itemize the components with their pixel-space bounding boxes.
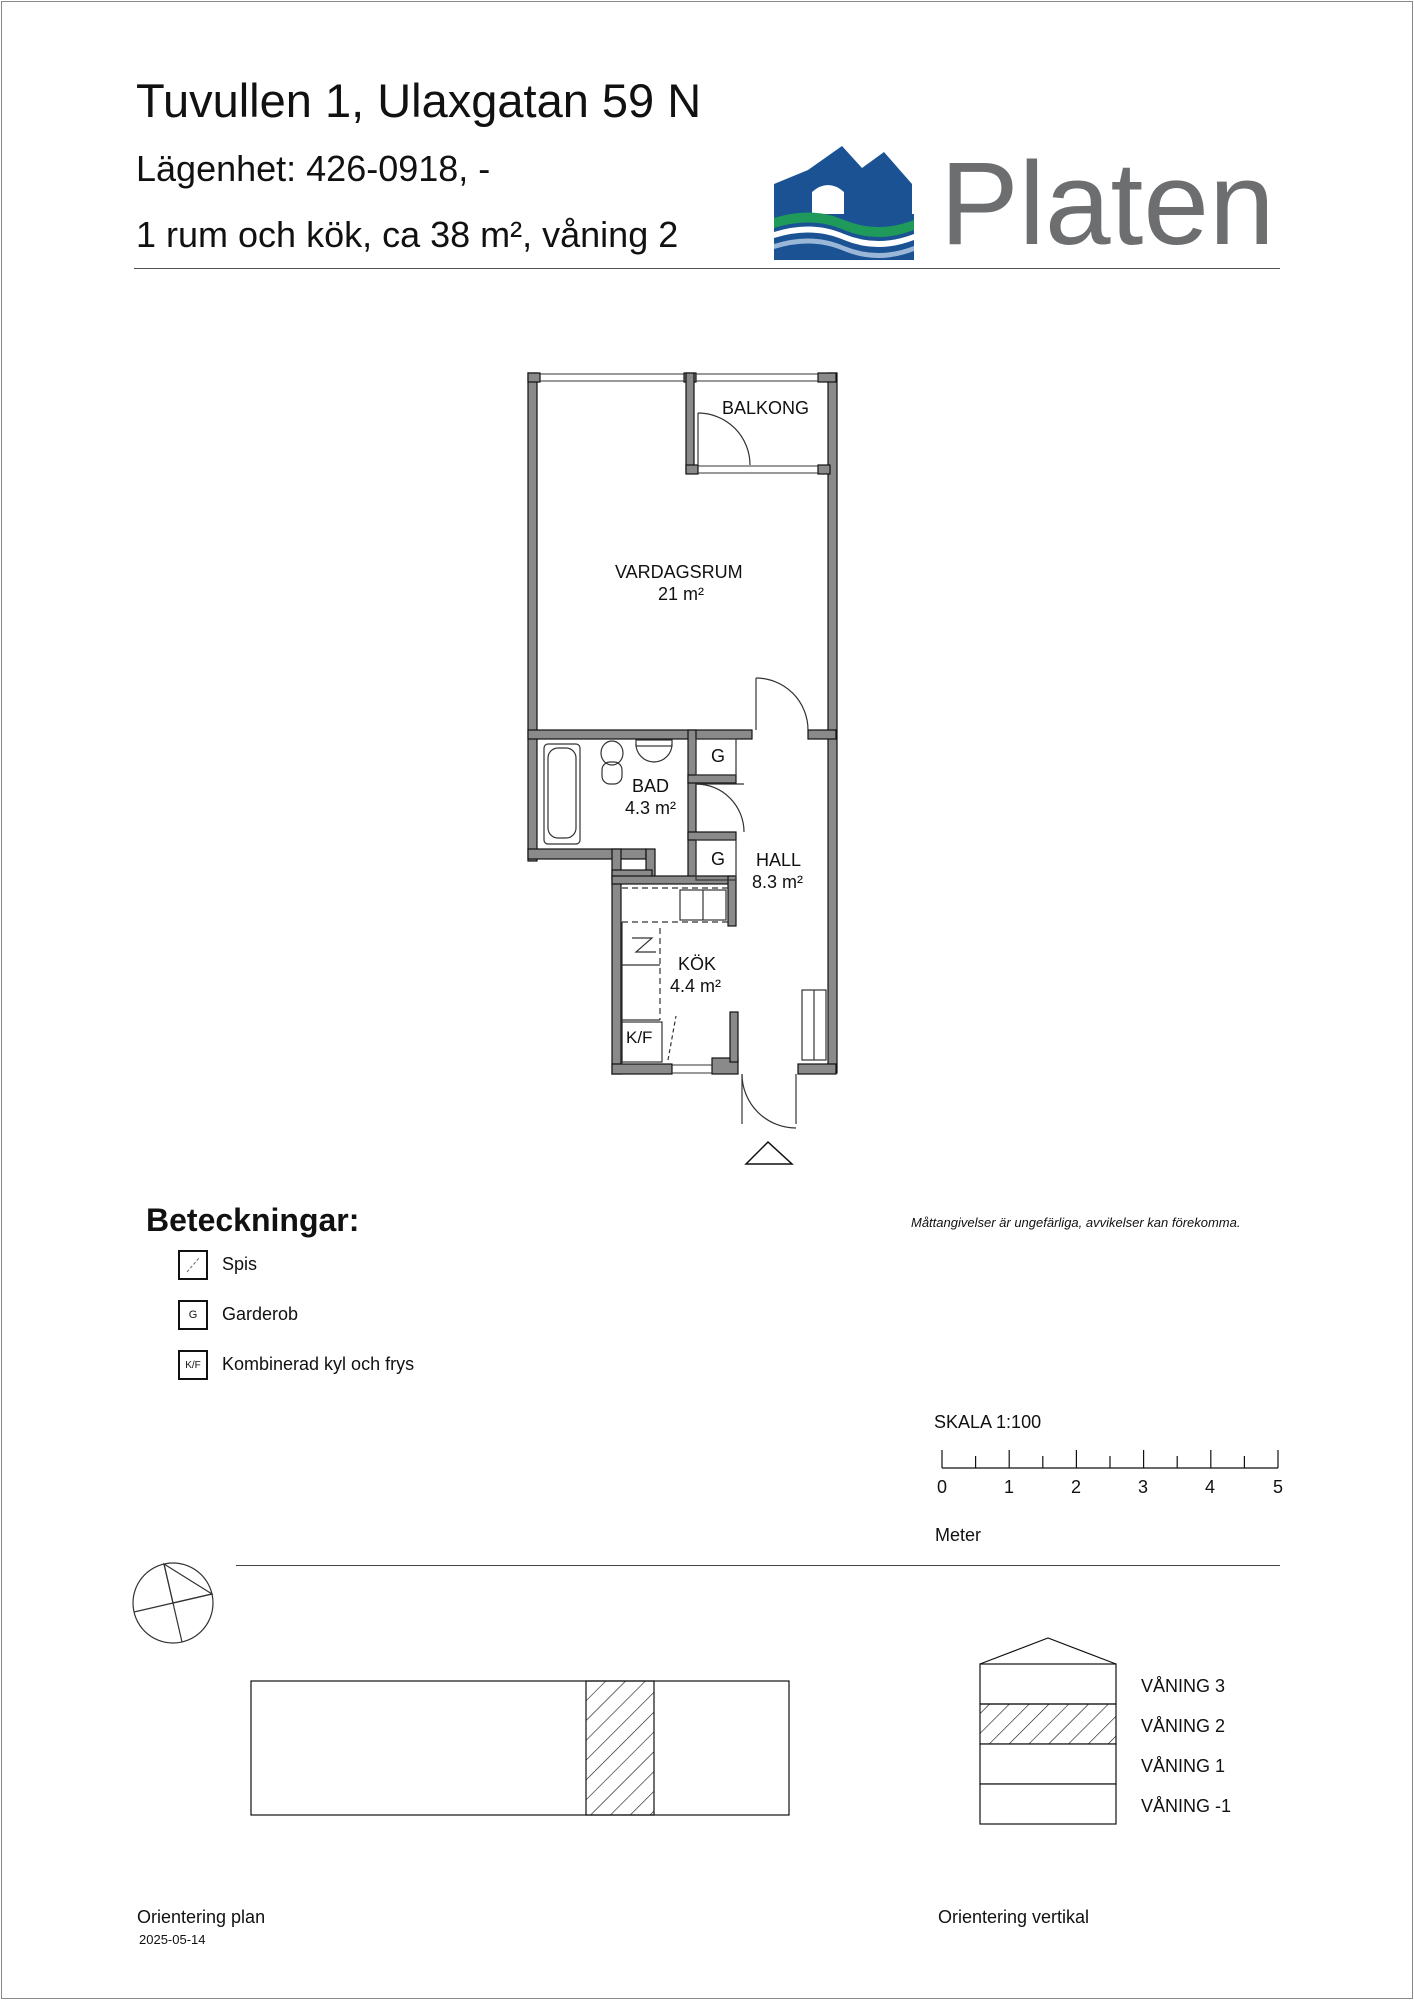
scale-title: SKALA 1:100 — [934, 1412, 1042, 1432]
scale-unit: Meter — [935, 1525, 982, 1545]
stove-legend-icon — [178, 1250, 208, 1280]
room-vardagsrum: VARDAGSRUM — [615, 562, 743, 582]
floor-label-minus-1: VÅNING -1 — [1141, 1796, 1232, 1816]
room-bad-area: 4.3 m² — [625, 798, 677, 818]
scale-tick-1: 1 — [1004, 1477, 1015, 1497]
header-divider — [134, 268, 1280, 269]
apartment-position-marker — [586, 1681, 654, 1815]
apartment-number: Lägenhet: 426-0918, - — [136, 148, 491, 189]
room-kok: KÖK — [678, 954, 717, 974]
drawing-date: 2025-05-14 — [139, 1932, 206, 1947]
legend-label-kyl-frys: Kombinerad kyl och frys — [222, 1354, 415, 1374]
room-vardagsrum-area: 21 m² — [658, 584, 705, 604]
room-hall-area: 8.3 m² — [752, 872, 804, 892]
floor-label-2: VÅNING 2 — [1141, 1716, 1226, 1736]
fridge-legend-icon: K/F — [178, 1350, 208, 1380]
scale-bar — [930, 1446, 1290, 1476]
apartment-summary: 1 rum och kök, ca 38 m², våning 2 — [136, 214, 679, 255]
entrance-marker-icon — [746, 1142, 792, 1164]
room-balkong: BALKONG — [722, 398, 810, 418]
legend-label-garderob: Garderob — [222, 1304, 299, 1324]
platen-logo-icon — [772, 134, 1284, 262]
floor-plan — [500, 365, 880, 1175]
current-floor-marker — [980, 1704, 1116, 1744]
scale-tick-5: 5 — [1273, 1477, 1284, 1497]
scale-tick-0: 0 — [937, 1477, 948, 1497]
disclaimer: Måttangivelser är ungefärliga, avvikelser kan förekomma. — [911, 1215, 1241, 1230]
room-hall: HALL — [756, 850, 802, 870]
orientation-vertical-label: Orientering vertikal — [938, 1907, 1090, 1927]
property-title: Tuvullen 1, Ulaxgatan 59 N — [136, 74, 702, 127]
orientation-plan-diagram — [250, 1680, 790, 1818]
floor-label-1: VÅNING 1 — [1141, 1756, 1226, 1776]
orientation-vertical-diagram — [978, 1636, 1118, 1828]
scale-tick-4: 4 — [1205, 1477, 1216, 1497]
room-kok-area: 4.4 m² — [670, 976, 722, 996]
wardrobe-legend-icon: G — [178, 1300, 208, 1330]
fridge-symbol: K/F — [626, 1028, 653, 1047]
legend-label-spis: Spis — [222, 1254, 258, 1274]
room-bad: BAD — [632, 776, 670, 796]
floor-label-3: VÅNING 3 — [1141, 1676, 1226, 1696]
wardrobe-symbol-upper: G — [711, 746, 726, 766]
brand-name: Platen — [940, 138, 1275, 262]
orientation-plan-label: Orientering plan — [137, 1907, 266, 1927]
scale-tick-2: 2 — [1071, 1477, 1082, 1497]
floor-plan-drawing — [500, 365, 880, 1175]
legend-title: Beteckningar: — [146, 1202, 360, 1238]
compass-icon — [130, 1560, 216, 1646]
wardrobe-symbol-lower: G — [711, 849, 726, 869]
platen-logo — [772, 134, 1284, 262]
compass — [130, 1560, 216, 1646]
scale-tick-3: 3 — [1138, 1477, 1149, 1497]
orientation-divider — [236, 1565, 1280, 1566]
scale-bar-ruler — [930, 1446, 1290, 1476]
